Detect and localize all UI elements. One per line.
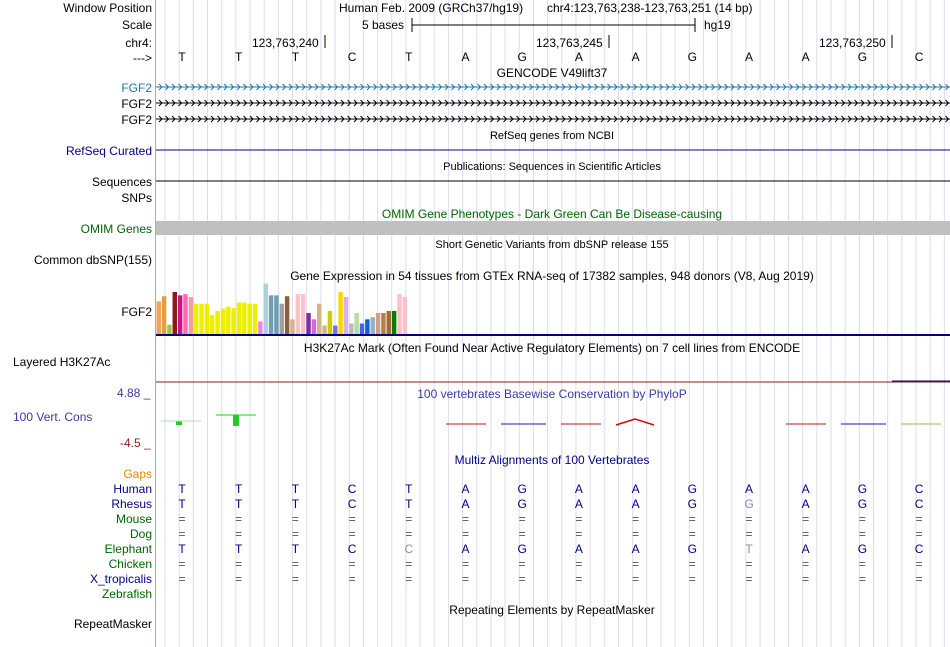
gene-label-fgf2[interactable]: FGF2 [121, 81, 152, 95]
base-letter: A [574, 50, 583, 64]
repeatmasker-track-title: Repeating Elements by RepeatMasker [449, 603, 655, 617]
species-label[interactable]: X_tropicalis [89, 572, 152, 586]
h3k27ac-track-title: H3K27Ac Mark (Often Found Near Active Regulatory Elements) on 7 cell lines from ENCODE [303, 341, 801, 355]
gtex-bar [387, 311, 391, 334]
gtex-bar [173, 292, 177, 334]
alignment-base: G [687, 482, 697, 496]
alignment-base: = [518, 527, 526, 541]
alignment-base: = [235, 527, 243, 541]
gtex-bar [296, 294, 300, 334]
alignment-base: = [915, 527, 923, 541]
alignment-base: A [631, 482, 640, 496]
alignment-base: = [802, 572, 810, 586]
snps-label[interactable]: SNPs [121, 191, 152, 205]
gtex-bar [157, 301, 161, 334]
alignment-base: = [858, 572, 866, 586]
alignment-base: = [632, 572, 640, 586]
gtex-bar [194, 304, 198, 334]
gtex-bar [354, 313, 358, 334]
coord-label: 123,763,240 [252, 36, 319, 50]
alignment-base: T [235, 497, 243, 511]
species-label[interactable]: Chicken [108, 557, 152, 571]
alignment-base: = [348, 572, 356, 586]
alignment-base: = [291, 572, 299, 586]
chr-label: chr4: [125, 36, 152, 50]
omim-genes-label[interactable]: OMIM Genes [80, 222, 152, 236]
alignment-base: T [235, 542, 243, 556]
gtex-bar [349, 324, 353, 335]
alignment-base: G [687, 497, 697, 511]
base-letter: A [801, 50, 810, 64]
phylop-label[interactable]: 100 Vert. Cons [13, 410, 93, 424]
gtex-bar [322, 326, 326, 334]
gtex-bar [280, 304, 284, 334]
gtex-bar [205, 304, 209, 334]
alignment-base: = [915, 512, 923, 526]
gtex-bar [215, 311, 219, 334]
gtex-bar [381, 313, 385, 334]
gtex-bar [333, 326, 337, 334]
alignment-base: = [802, 512, 810, 526]
alignment-base: = [178, 527, 186, 541]
gtex-bar [258, 321, 262, 334]
alignment-base: = [235, 572, 243, 586]
species-label[interactable]: Zebrafish [101, 587, 152, 601]
gtex-track-title: Gene Expression in 54 tissues from GTEx RNA-seq of 17382 samples, 948 donors (V8, Aug 2019) [290, 269, 814, 283]
alignment-base: T [291, 482, 300, 496]
alignment-base: = [348, 512, 356, 526]
alignment-base: T [178, 542, 186, 556]
gtex-bar [371, 317, 375, 334]
species-label[interactable]: Human [113, 482, 152, 496]
alignment-base: = [348, 527, 356, 541]
alignment-base: G [744, 497, 754, 511]
alignment-base: T [235, 482, 243, 496]
gtex-bar [285, 296, 289, 334]
gtex-bar [189, 297, 193, 334]
alignment-base: = [915, 572, 923, 586]
alignment-base: = [745, 572, 753, 586]
base-letter: T [178, 50, 186, 64]
alignment-base: G [857, 497, 868, 511]
alignment-base: = [291, 527, 299, 541]
position-text: chr4:123,763,238-123,763,251 (14 bp) [547, 1, 753, 15]
alignment-base: C [914, 482, 924, 496]
alignment-base: T [178, 497, 186, 511]
alignment-base: = [405, 527, 413, 541]
gaps-label[interactable]: Gaps [123, 467, 152, 481]
gtex-bar [317, 304, 321, 334]
alignment-base: C [347, 542, 357, 556]
gtex-bar [247, 304, 251, 334]
gtex-bar [360, 324, 364, 335]
base-letter: C [914, 50, 924, 64]
species-label[interactable]: Mouse [115, 512, 152, 526]
phylop-bar [176, 421, 182, 425]
publications-track-title: Publications: Sequences in Scientific Articles [443, 161, 661, 173]
alignment-base: = [291, 512, 299, 526]
alignment-base: T [178, 482, 186, 496]
phylop-max-label: 4.88 _ [117, 386, 151, 400]
alignment-base: = [518, 572, 526, 586]
alignment-base: A [574, 497, 583, 511]
alignment-base: = [858, 557, 866, 571]
alignment-base: T [291, 542, 300, 556]
assembly-text: Human Feb. 2009 (GRCh37/hg19) [339, 1, 524, 15]
alignment-base: C [404, 542, 414, 556]
gtex-bar [237, 303, 241, 335]
alignment-base: A [631, 497, 640, 511]
alignment-base: = [518, 557, 526, 571]
alignment-base: G [517, 482, 527, 496]
repeatmasker-label[interactable]: RepeatMasker [73, 617, 152, 631]
browser-canvas [156, 0, 950, 647]
phylop-min-label: -4.5 _ [120, 436, 151, 450]
layered-h3k27ac-label[interactable]: Layered H3K27Ac [13, 355, 111, 369]
alignment-base: = [575, 512, 583, 526]
multiz-track-title: Multiz Alignments of 100 Vertebrates [454, 453, 650, 467]
species-label[interactable]: Elephant [104, 542, 152, 556]
refseq-curated-label[interactable]: RefSeq Curated [65, 144, 152, 158]
coord-label: 123,763,245 [536, 36, 603, 50]
base-letter: G [517, 50, 527, 64]
alignment-base: C [914, 497, 924, 511]
gtex-bar [242, 303, 246, 335]
base-letter: G [857, 50, 868, 64]
alignment-base: = [745, 557, 753, 571]
omim-gene-band [156, 221, 950, 235]
gtex-bar [312, 319, 316, 334]
alignment-base: G [517, 542, 527, 556]
alignment-base: G [687, 542, 697, 556]
alignment-base: = [688, 572, 696, 586]
gtex-bar [301, 294, 305, 334]
alignment-base: = [405, 512, 413, 526]
gtex-bar [231, 308, 235, 334]
alignment-base: G [857, 482, 868, 496]
sequences-label[interactable]: Sequences [91, 175, 152, 189]
alignment-base: = [745, 512, 753, 526]
alignment-base: = [348, 557, 356, 571]
window-position-label: Window Position [63, 1, 152, 15]
gtex-bar [162, 296, 166, 334]
gtex-bar [290, 319, 294, 334]
refseq-track-title: RefSeq genes from NCBI [489, 130, 615, 142]
base-letter: A [461, 50, 470, 64]
gtex-bar [199, 304, 203, 334]
alignment-base: = [688, 557, 696, 571]
alignment-base: A [631, 542, 640, 556]
gtex-bar [403, 297, 407, 334]
base-letter: C [347, 50, 357, 64]
gtex-bar [365, 319, 369, 334]
gtex-bar [253, 304, 257, 334]
gtex-bar [167, 325, 171, 334]
alignment-base: = [405, 557, 413, 571]
gtex-bar [178, 295, 182, 334]
base-letter: T [405, 50, 413, 64]
alignment-base: = [745, 527, 753, 541]
alignment-base: A [744, 482, 753, 496]
alignment-base: = [632, 557, 640, 571]
gene-label-fgf2[interactable]: FGF2 [121, 97, 152, 111]
alignment-base: = [178, 557, 186, 571]
alignment-base: = [178, 512, 186, 526]
gtex-bar [264, 284, 268, 334]
db-text: hg19 [704, 18, 731, 32]
alignment-base: = [235, 557, 243, 571]
alignment-base: T [405, 482, 413, 496]
alignment-base: = [802, 527, 810, 541]
gtex-bar [392, 311, 396, 334]
alignment-base: = [178, 572, 186, 586]
alignment-base: A [801, 497, 810, 511]
gtex-bar [376, 313, 380, 334]
alignment-base: A [461, 482, 470, 496]
alignment-base: = [632, 512, 640, 526]
alignment-base: A [801, 542, 810, 556]
alignment-base: G [857, 542, 868, 556]
alignment-base: = [575, 557, 583, 571]
alignment-base: A [801, 482, 810, 496]
alignment-base: = [632, 527, 640, 541]
alignment-base: A [461, 542, 470, 556]
gtex-bar [344, 297, 348, 334]
alignment-base: = [915, 557, 923, 571]
alignment-base: = [291, 557, 299, 571]
gtex-gene-label[interactable]: FGF2 [121, 305, 152, 319]
phylop-track-title: 100 vertebrates Basewise Conservation by PhyloP [417, 387, 687, 401]
gtex-bar [397, 294, 401, 334]
gtex-bar [306, 313, 310, 334]
alignment-base: C [914, 542, 924, 556]
alignment-base: G [517, 497, 527, 511]
gencode-track-title: GENCODE V49lift37 [496, 66, 608, 80]
base-letter: A [631, 50, 640, 64]
scale-label: Scale [121, 18, 152, 32]
gtex-bar [269, 295, 273, 334]
phylop-bar [233, 415, 239, 426]
alignment-base: = [405, 572, 413, 586]
base-letter: A [744, 50, 753, 64]
alignment-base: T [291, 497, 300, 511]
scale-text: 5 bases [362, 18, 405, 32]
gtex-bar [328, 311, 332, 334]
dbsnp-track-title: Short Genetic Variants from dbSNP release 155 [435, 239, 669, 251]
alignment-base: A [574, 542, 583, 556]
alignment-base: = [235, 512, 243, 526]
species-label[interactable]: Dog [129, 527, 152, 541]
alignment-base: A [461, 497, 470, 511]
base-letter: G [687, 50, 697, 64]
base-letter: T [235, 50, 243, 64]
gtex-bar [226, 307, 230, 334]
base-letter: T [291, 50, 300, 64]
alignment-base: = [802, 557, 810, 571]
alignment-base: A [574, 482, 583, 496]
alignment-base: = [688, 527, 696, 541]
gene-label-fgf2[interactable]: FGF2 [121, 113, 152, 127]
alignment-base: C [347, 497, 357, 511]
alignment-base: = [688, 512, 696, 526]
alignment-base: = [575, 527, 583, 541]
left-border [155, 0, 156, 647]
gtex-bar [338, 292, 342, 334]
alignment-base: T [745, 542, 753, 556]
alignment-base: = [461, 512, 469, 526]
phylop-bar [616, 419, 654, 425]
coord-label: 123,763,250 [819, 36, 886, 50]
alignment-base: T [405, 497, 413, 511]
omim-track-title: OMIM Gene Phenotypes - Dark Green Can Be Disease-causing [381, 207, 723, 221]
alignment-base: = [461, 527, 469, 541]
alignment-base: = [461, 557, 469, 571]
strand-label: ---> [133, 51, 152, 65]
species-label[interactable]: Rhesus [111, 497, 152, 511]
alignment-base: = [575, 572, 583, 586]
alignment-base: = [518, 512, 526, 526]
alignment-base: = [858, 512, 866, 526]
alignment-base: = [858, 527, 866, 541]
gtex-bar [221, 309, 225, 334]
alignment-base: C [347, 482, 357, 496]
alignment-base: = [461, 572, 469, 586]
gtex-bar [183, 294, 187, 334]
gtex-bar [210, 315, 214, 334]
gtex-bar [274, 295, 278, 334]
common-dbsnp-label[interactable]: Common dbSNP(155) [33, 253, 152, 267]
